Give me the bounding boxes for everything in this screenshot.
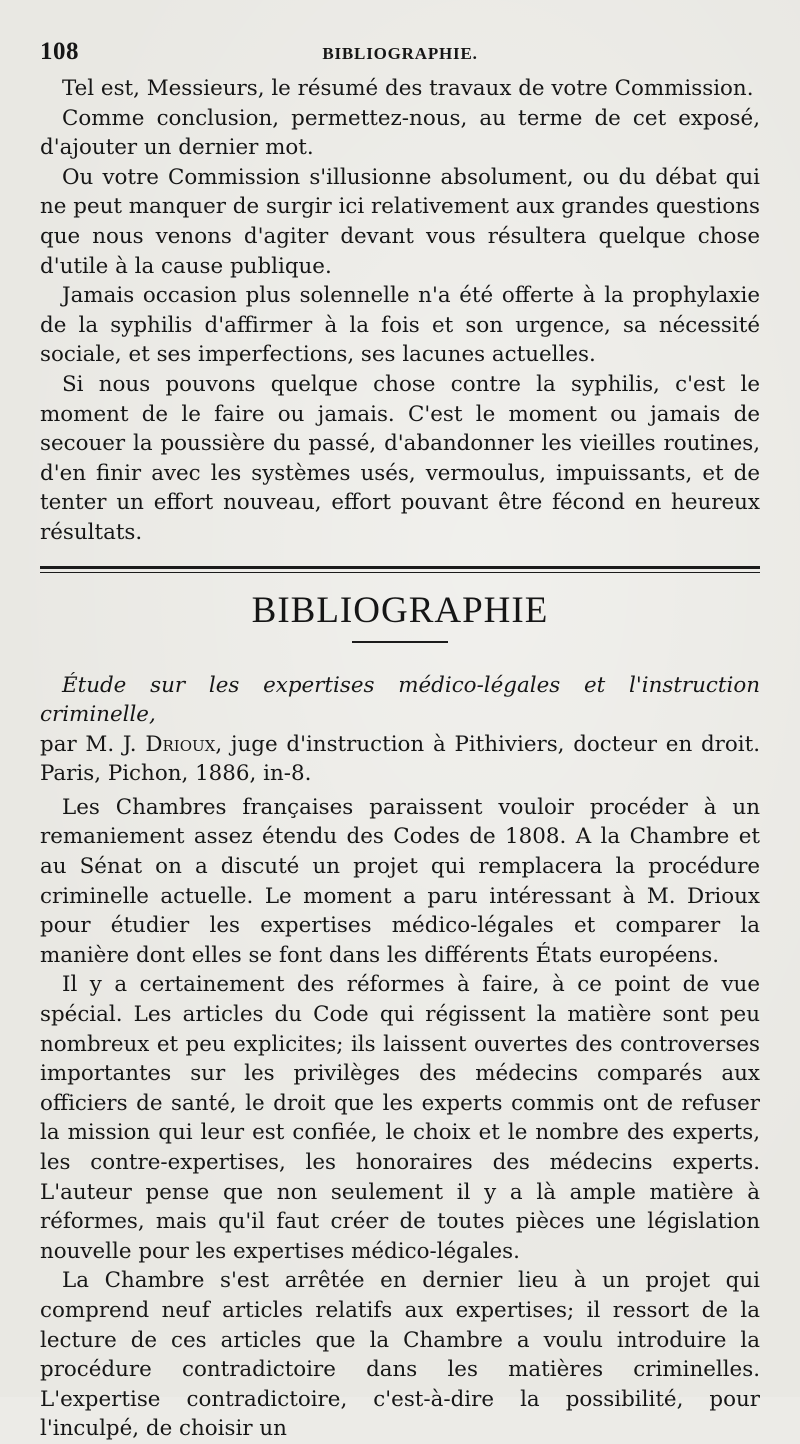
paragraph: Comme conclusion, permettez-nous, au terme de cet exposé, d'ajouter un dernier mot.: [40, 105, 760, 161]
book-title: Étude sur les expertises médico-légales et l'instruction criminelle,: [40, 672, 760, 728]
page-number: 108: [40, 38, 79, 65]
report-conclusion: [40, 74, 760, 548]
running-head: [40, 38, 760, 74]
paragraph: Si nous pouvons quelque chose contre la syphilis, c'est le moment de le faire ou jamais. C'est le moment ou jamais de secouer la poussière du passé, d'abandonner les vieilles routines, d'en finir avec les systèmes usés, vermoulus, impuissants, et de tenter un effort nouveau, effort pouvant être fécond en heureux résultats.: [40, 371, 760, 545]
paragraph: Il y a certainement des réformes à faire, à ce point de vue spécial. Les articles du Code qui régissent la matière sont peu nombreux et peu explicites; ils laissent ouvertes des controverses importantes sur les privilèges des médecins comparés aux officiers de santé, le droit que les experts commis ont de refuser la mission qui leur est confiée, le choix et le nombre des experts, les contre-expertises, les honoraires des médecins experts. L'auteur pense que non seulement il y a là ample matière à réformes, mais qu'il faut créer de toutes pièces une législation nouvelle pour les expertises médico-légales.: [40, 972, 760, 1264]
paragraph: Tel est, Messieurs, le résumé des travaux de votre Commission.: [62, 76, 754, 101]
paragraph: Jamais occasion plus solennelle n'a été offerte à la prophylaxie de la syphilis d'affirmer à la fois et son urgence, sa nécessité sociale, et ses imperfections, ses lacunes actuelles.: [40, 283, 760, 368]
paragraph: Ou votre Commission s'illusionne absolument, ou du débat qui ne peut manquer de surgir ici relativement aux grandes questions que nous venons d'agiter devant vous résultera quelque chose d'utile à la cause publique.: [40, 164, 760, 279]
section-divider: [40, 566, 760, 573]
section-heading: BIBLIOGRAPHIE: [251, 589, 549, 631]
book-publication: , juge d'instruction à Pithiviers, docteur en droit. Paris, Pichon, 1886, in-8.: [40, 731, 760, 787]
book-reference: [40, 671, 760, 789]
paragraph: Les Chambres françaises paraissent vouloir procéder à un remaniement assez étendu des Codes de 1808. A la Chambre et au Sénat on a discuté un projet qui remplacera la procédure criminelle actuelle. Le moment a paru intéressant à M. Drioux pour étudier les expertises médico-légales et comparer la manière dont elles se font dans les différents États européens.: [40, 794, 760, 968]
book-author-prefix: par M. J.: [40, 731, 137, 757]
heading-underline: [352, 641, 448, 643]
paragraph: La Chambre s'est arrêtée en dernier lieu à un projet qui comprend neuf articles relatifs aux expertises; il ressort de la lecture de ces articles que la Chambre a voulu introduire la procédure contradictoire dans les matières criminelles. L'expertise contradictoire, c'est-à-dire la possibilité, pour l'inculpé, de choisir un: [40, 1268, 760, 1442]
book-author-name: Drioux: [145, 731, 216, 757]
running-title: BIBLIOGRAPHIE.: [322, 44, 478, 63]
bibliography-review: [40, 671, 760, 1444]
